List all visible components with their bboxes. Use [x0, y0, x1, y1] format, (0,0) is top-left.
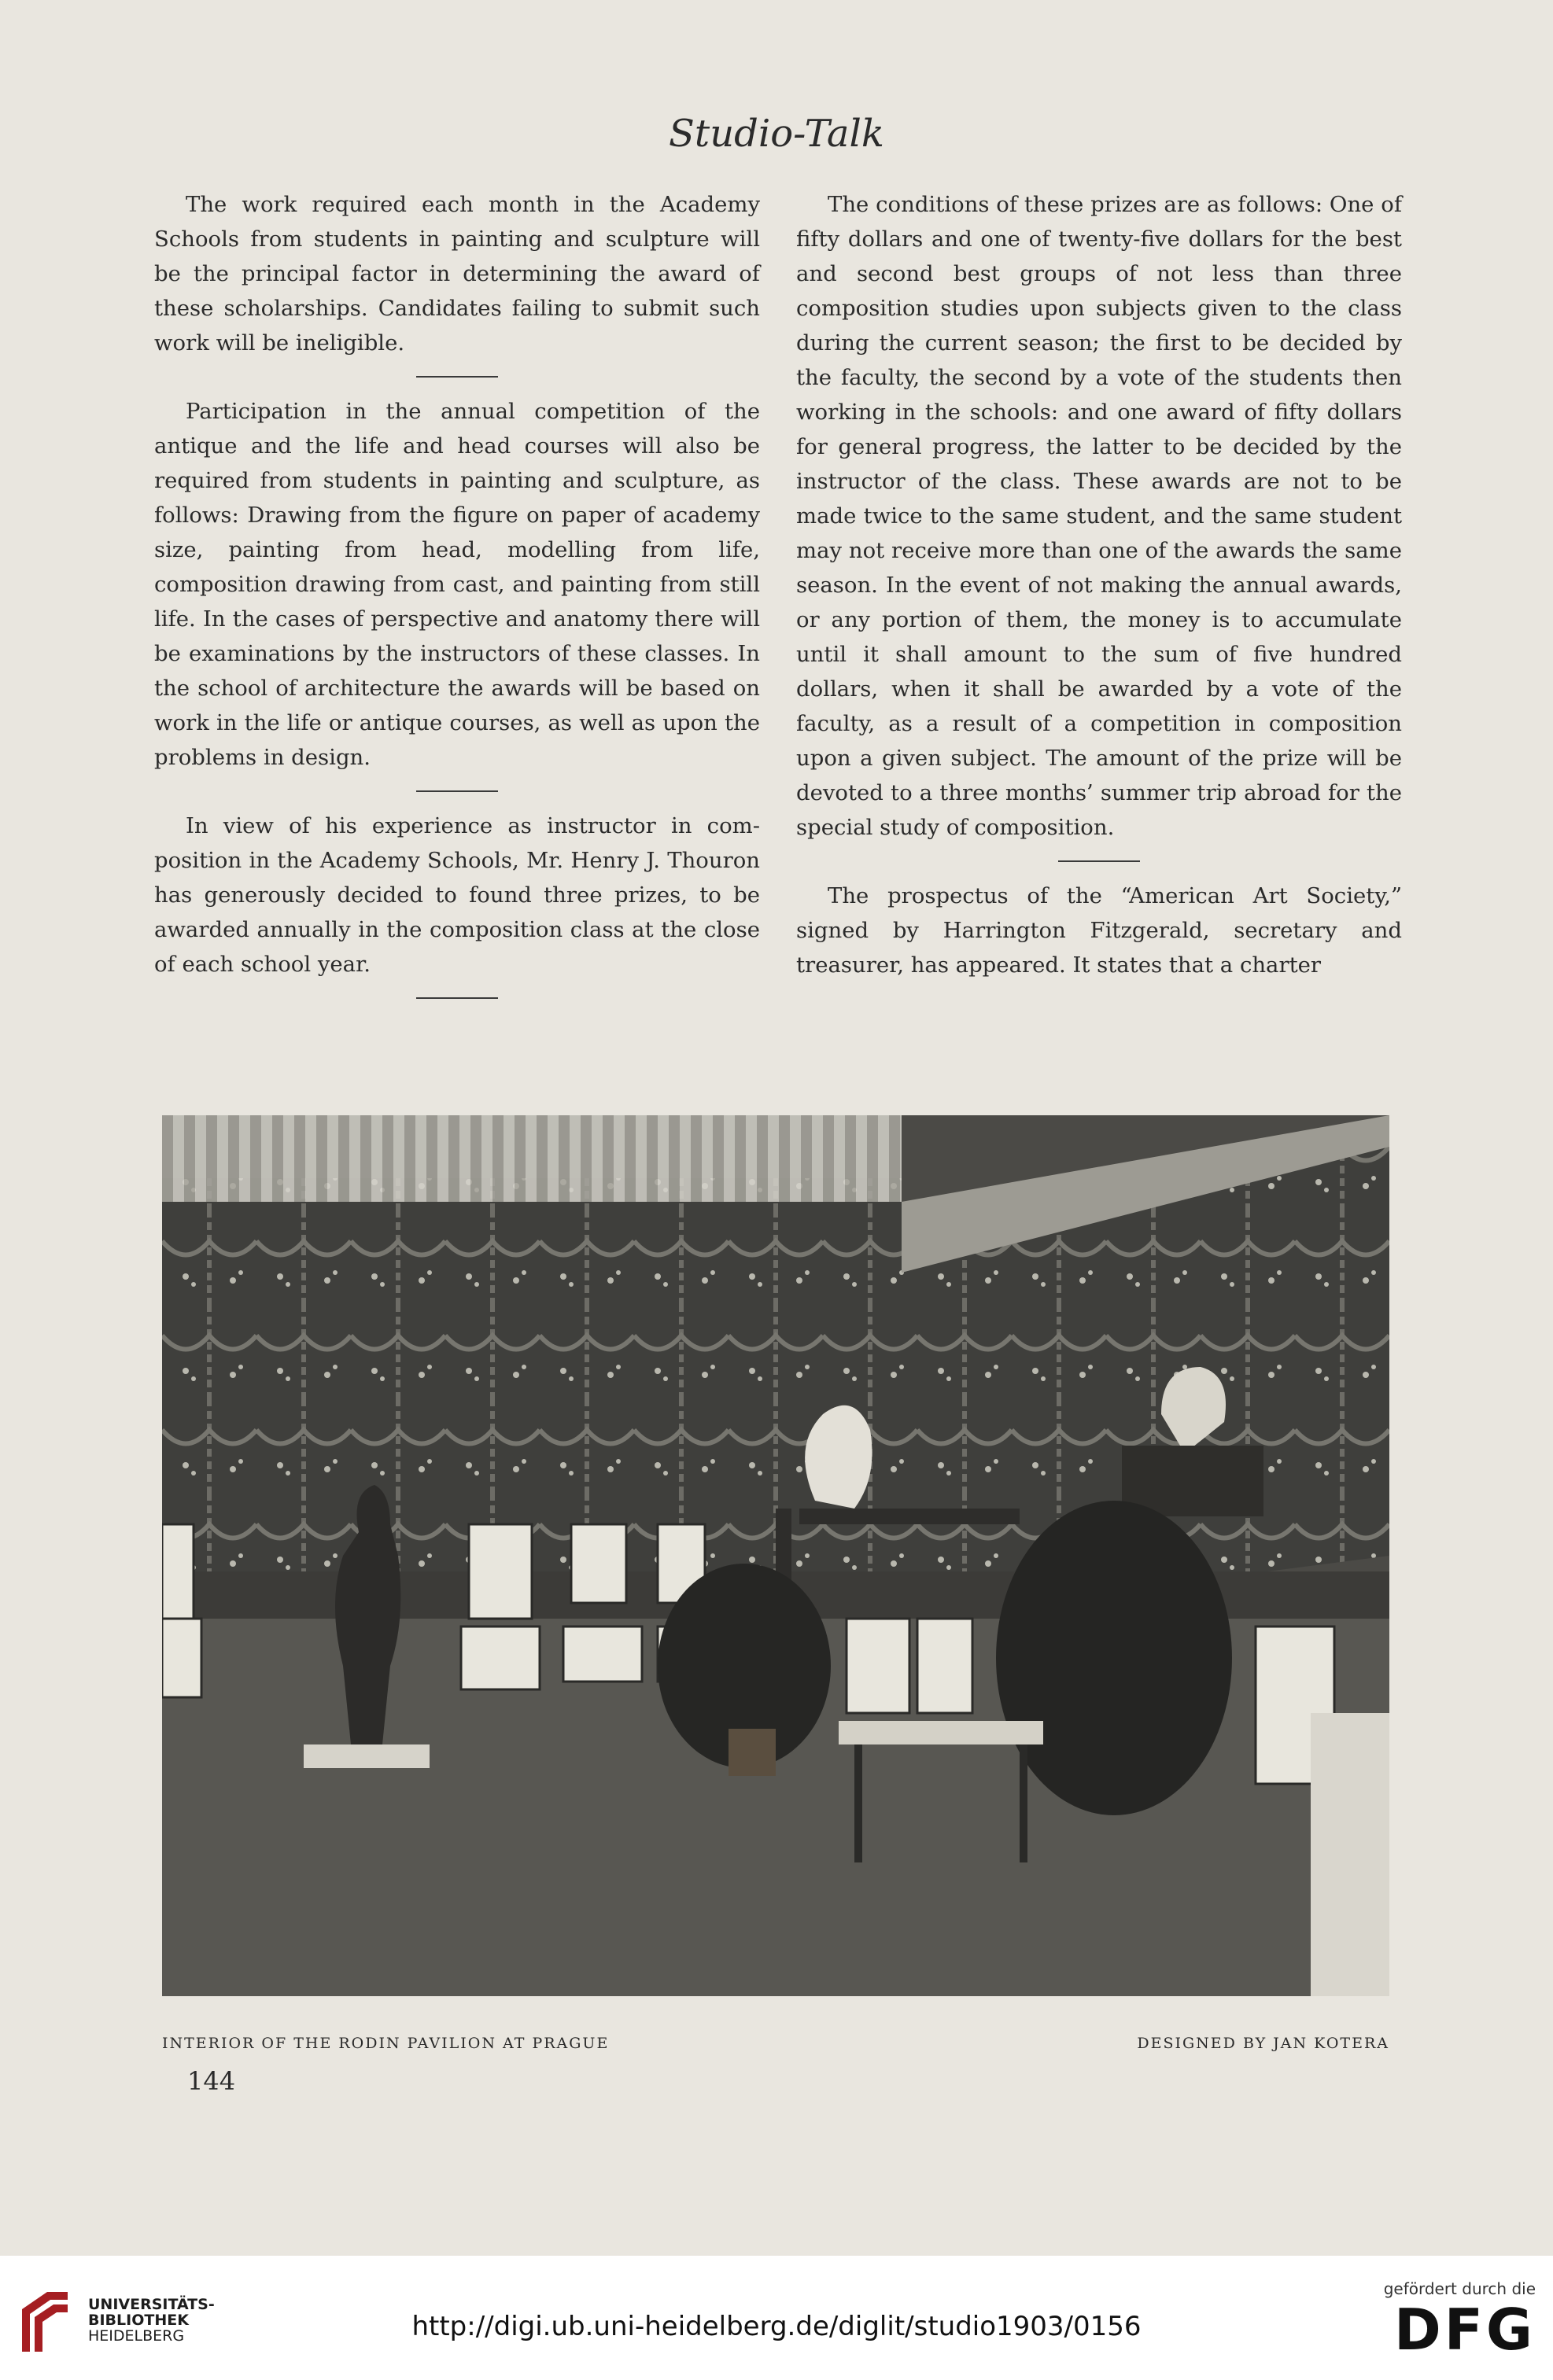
library-name-line: UNIVERSITÄTS-: [88, 2296, 215, 2313]
paragraph: The conditions of these prizes are as follows: One of fifty dollars and one of twenty-five dollars for the best and second best groups of not less than three composition studies upon subjects given to the class during the current season; the first to be decided by the faculty, the second by a vote of the students then working in the schools: and one award of fifty dollars for general progress, the latter to be decided by the instructor of the class. These awards are not to be made twice to the same student, and the same student may not receive more than one of the awards the same season. In the event of not making the annual awards, or any portion of them, the money is to accumulate until it shall amount to the sum of five hundred dollars, when it shall be awarded by a vote of the faculty, as a result of a competition in composition upon a given subject. The amount of the prize will be devoted to a three months’ summer trip abroad for the special study of composition.: [796, 192, 1402, 840]
photo-caption: INTERIOR OF THE RODIN PAVILION AT PRAGUE: [162, 2035, 610, 2052]
funded-by-label: gefördert durch die: [1383, 2279, 1536, 2298]
section-divider: [1058, 860, 1140, 862]
library-name-line: HEIDELBERG: [88, 2327, 185, 2345]
paragraph: The work required each month in the Academy Schools from students in painting and sculpture will be the principal factor in determining the award of these scholarships. Candidates failing to submit such work will be ineligible.: [154, 192, 760, 356]
digitization-footer: [0, 2256, 1553, 2380]
right-text-column: [796, 187, 1402, 982]
running-head: Studio-Talk: [669, 112, 884, 156]
section-divider: [416, 997, 498, 999]
paragraph: In view of his experience as instructor in composition in the Academy Schools, Mr. Henry J. Thouron has generously decided to found three prizes, to be awarded annually in the composition class at the close of each school year.: [154, 813, 760, 977]
source-url-link[interactable]: http://digi.ub.uni-heidelberg.de/diglit/studio1903/0156: [411, 2311, 1142, 2342]
photo-credit: DESIGNED BY JAN KOTERA: [1137, 2035, 1389, 2052]
section-divider: [416, 376, 498, 378]
funding-notice: [1369, 2279, 1536, 2361]
paragraph: The prospectus of the “American Art Society,” signed by Harrington Fitzgerald, secretary and treasurer, has appeared. It states that a charter: [796, 883, 1402, 978]
dfg-logo: DFG: [1393, 2297, 1536, 2363]
left-text-column: [154, 187, 760, 1015]
section-divider: [416, 790, 498, 792]
pavilion-photo-illustration: [162, 1115, 1389, 1996]
paragraph: Participation in the annual competition of the antique and the life and head courses will also be required from students in painting and sculpture, as follows: Drawing from the figure on paper of academy size, painting from head, modelling from life, composition drawing from cast, and painting from still life. In the cases of perspective and anatomy there will be examinations by the instructors of these classes. In the school of architecture the awards will be based on work in the life or antique courses, as well as upon the problems in design.: [154, 399, 760, 770]
library-name-line: BIBLIOTHEK: [88, 2312, 189, 2329]
pavilion-interior-photo: [162, 1115, 1389, 1996]
page-number: 144: [187, 2066, 236, 2096]
